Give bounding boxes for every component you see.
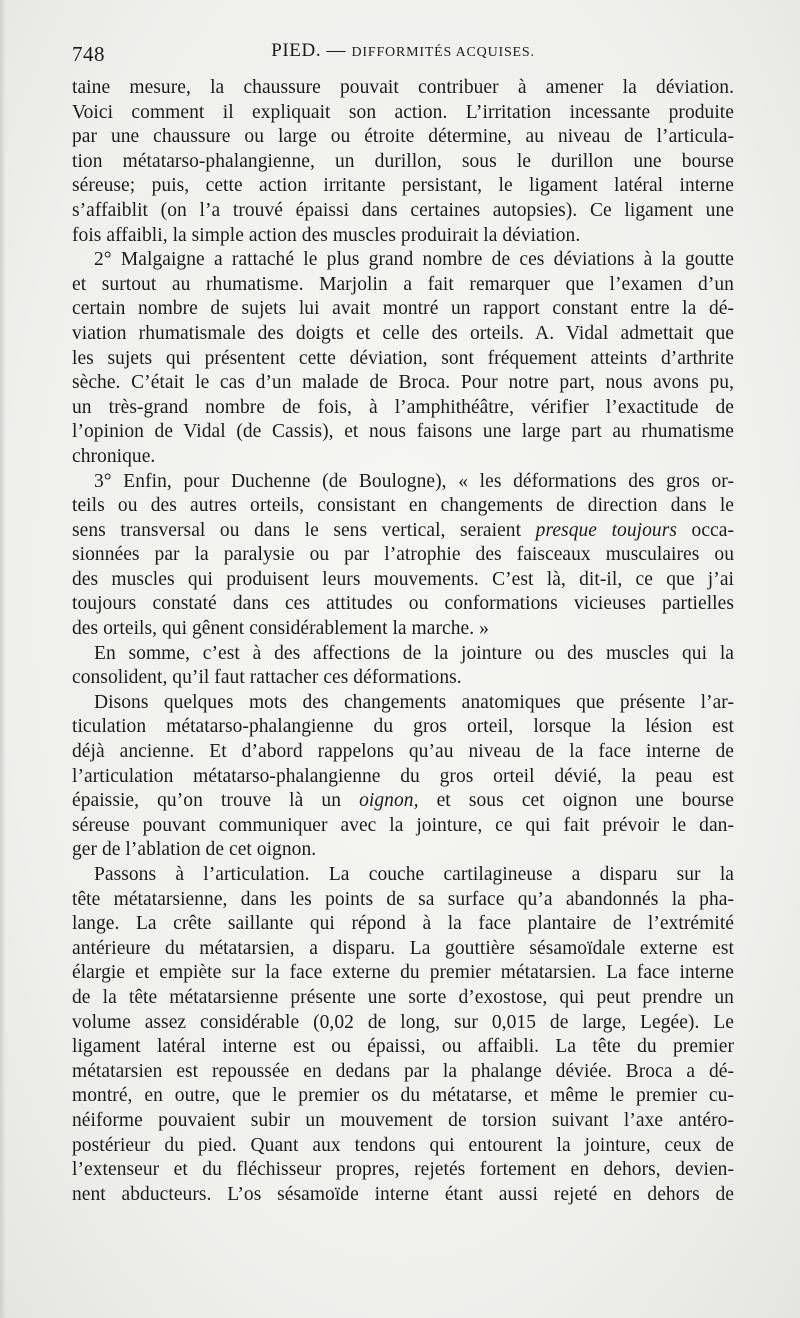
text-line-content: teils ou des autres orteils, consistant en changements de direction dans le (72, 495, 734, 517)
text-line (72, 1109, 734, 1134)
running-title-main: PIED. (271, 40, 322, 61)
text-line (72, 715, 734, 740)
text-line-content: épaissie, qu’on trouve là un (72, 790, 360, 812)
text-line-continuation: et sous cet oignon une bourse (418, 790, 734, 812)
text-line-content: métatarsien est repoussée en dedans par la phalange déviée. Broca a dé- (72, 1060, 734, 1082)
body-text (72, 76, 734, 1207)
text-line-content: des muscles qui produisent leurs mouvements. C’est là, dit-il, ce que j’ai (72, 568, 734, 590)
text-line-content: l’opinion de Vidal (de Cassis), et nous faisons une large part au rhumatisme (72, 421, 734, 443)
text-line (72, 76, 734, 101)
text-line (72, 101, 734, 126)
text-line (72, 1183, 734, 1208)
text-line-content: nent abducteurs. L’os sésamoïde interne étant aussi rejeté en dehors de (72, 1183, 734, 1205)
text-line (72, 494, 734, 519)
text-line (72, 125, 734, 150)
text-line-content: des orteils, qui gênent considérablement la marche. » (72, 618, 489, 640)
text-line-content: tête métatarsienne, dans les points de sa surface qu’a abandonnés la pha- (72, 888, 734, 910)
text-line-content: ligament latéral interne est ou épaissi, ou affaibli. La tête du premier (72, 1036, 734, 1058)
text-line-content: sionnées par la paralysie ou par l’atrophie des faisceaux musculaires ou (72, 544, 734, 566)
text-line-content: Voici comment il expliquait son action. L’irritation incessante produite (72, 101, 734, 123)
text-line (72, 420, 734, 445)
text-line (72, 1084, 734, 1109)
text-line-content: s’affaiblit (on l’a trouvé épaissi dans certaines autopsies). Ce ligament une (72, 199, 734, 221)
text-line (72, 765, 734, 790)
running-head (72, 40, 734, 70)
text-line (72, 1011, 734, 1036)
running-title-sub: DIFFORMITÉS ACQUISES. (351, 45, 535, 60)
text-line (72, 912, 734, 937)
text-line-content: montré, en outre, que le premier os du métatarse, et même le premier cu- (72, 1085, 734, 1107)
text-line (72, 470, 734, 495)
text-line (72, 838, 734, 863)
text-line (72, 617, 734, 642)
text-line-content: viation rhumatismale des doigts et celle des orteils. A. Vidal admettait que (72, 322, 734, 344)
text-line (72, 888, 734, 913)
text-line-content: toujours constaté dans ces attitudes ou conformations vicieuses partielles (72, 593, 734, 615)
text-line (72, 789, 734, 814)
text-line (72, 347, 734, 372)
text-line (72, 445, 734, 470)
running-title-separator: — (321, 40, 352, 61)
text-line-content: consolident, qu’il faut rattacher ces déformations. (72, 667, 462, 689)
text-line-content: néiforme pouvaient subir un mouvement de torsion suivant l’axe antéro- (72, 1109, 734, 1131)
text-line (72, 986, 734, 1011)
text-line (72, 937, 734, 962)
text-line (72, 396, 734, 421)
text-line-content: fois affaibli, la simple action des muscles produirait la déviation. (72, 224, 581, 246)
text-line-content: lange. La crête saillante qui répond à la face plantaire de l’extrémité (72, 913, 734, 935)
text-line (72, 297, 734, 322)
text-line-content: 3° Enfin, pour Duchenne (de Boulogne), « les déformations des gros or- (94, 470, 734, 492)
text-line (72, 224, 734, 249)
text-line (72, 1035, 734, 1060)
italic-phrase: presque toujours (535, 519, 677, 541)
text-line-content: de la tête métatarsienne présente une sorte d’exostose, qui peut prendre un (72, 986, 734, 1008)
text-line-content: 2° Malgaigne a rattaché le plus grand nombre de ces déviations à la goutte (94, 249, 734, 271)
text-line (72, 666, 734, 691)
text-line-content: séreuse pouvant communiquer avec la jointure, ce qui fait prévoir le dan- (72, 814, 734, 836)
text-line (72, 371, 734, 396)
text-line (72, 740, 734, 765)
text-line-content: Disons quelques mots des changements anatomiques que présente l’ar- (94, 691, 734, 713)
text-line-content: Passons à l’articulation. La couche cartilagineuse a disparu sur la (94, 864, 734, 885)
text-line-content: volume assez considérable (0,02 de long, sur 0,015 de large, Legée). Le (72, 1011, 734, 1033)
text-line (72, 273, 734, 298)
text-line-content: l’extenseur et du fléchisseur propres, rejetés fortement en dehors, devien- (72, 1159, 734, 1181)
text-line (72, 248, 734, 273)
text-line (72, 814, 734, 839)
text-line (72, 322, 734, 347)
text-line-content: taine mesure, la chaussure pouvait contribuer à amener la déviation. (72, 77, 734, 98)
text-line-content: chronique. (72, 445, 156, 467)
text-line-content: un très-grand nombre de fois, à l’amphithéâtre, vérifier l’exactitude de (72, 396, 734, 418)
text-line (72, 1158, 734, 1183)
text-line (72, 691, 734, 716)
text-line-content: l’articulation métatarso-phalangienne du gros orteil dévié, la peau est (72, 765, 734, 787)
text-line-content: postérieur du pied. Quant aux tendons qui entourent la jointure, ceux de (72, 1134, 734, 1156)
text-line-content: déjà ancienne. Et d’abord rappelons qu’au niveau de la face interne de (72, 741, 734, 763)
text-line-content: sèche. C’était le cas d’un malade de Broca. Pour notre part, nous avons pu, (72, 372, 734, 394)
text-line-content: ger de l’ablation de cet oignon. (72, 839, 317, 861)
text-line-content: par une chaussure ou large ou étroite détermine, au niveau de l’articula- (72, 126, 734, 148)
text-line (72, 150, 734, 175)
text-line-content: et surtout au rhumatisme. Marjolin a fait remarquer que l’examen d’un (72, 273, 734, 295)
text-line (72, 592, 734, 617)
italic-phrase: oignon, (359, 790, 419, 812)
text-line (72, 961, 734, 986)
text-line-content: les sujets qui présentent cette déviation, sont fréquement atteints d’arthrite (72, 347, 734, 369)
text-line-content: élargie et empiète sur la face externe du premier métatarsien. La face interne (72, 962, 734, 984)
text-line-content: En somme, c’est à des affections de la jointure ou des muscles qui la (94, 642, 734, 664)
text-line (72, 863, 734, 888)
text-line-content: tion métatarso-phalangienne, un durillon, sous le durillon une bourse (72, 150, 734, 172)
text-line (72, 519, 734, 544)
text-line (72, 174, 734, 199)
text-line-content: ticulation métatarso-phalangienne du gros orteil, lorsque la lésion est (72, 716, 734, 738)
running-title (72, 40, 734, 62)
text-line (72, 568, 734, 593)
text-line-content: sens transversal ou dans le sens vertical, seraient (72, 519, 536, 541)
text-line (72, 543, 734, 568)
text-line-continuation: occa- (676, 519, 735, 541)
text-line (72, 1060, 734, 1085)
page-edge-shadow (0, 0, 6, 1318)
text-line (72, 199, 734, 224)
page-number: 748 (72, 42, 105, 66)
text-line-content: certain nombre de sujets lui avait montré un rapport constant entre la dé- (72, 298, 734, 320)
text-line (72, 642, 734, 667)
text-line-content: séreuse; puis, cette action irritante persistant, le ligament latéral interne (72, 175, 734, 197)
text-line-content: antérieure du métatarsien, a disparu. La gouttière sésamoïdale externe est (72, 937, 734, 959)
text-line (72, 1134, 734, 1159)
